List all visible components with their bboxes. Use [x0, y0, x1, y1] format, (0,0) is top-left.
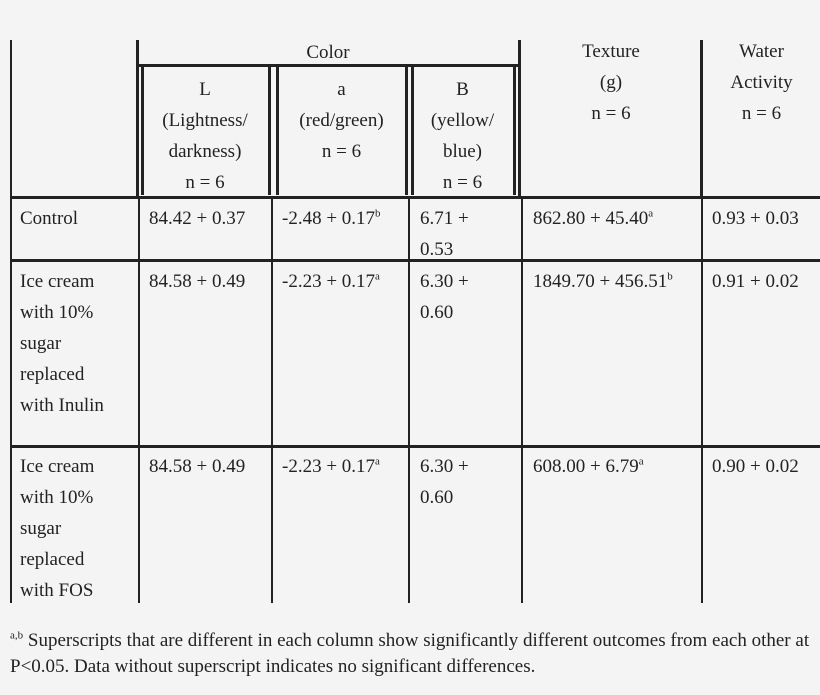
header-texture-line: Texture — [582, 41, 640, 62]
header-texture-line: n = 6 — [591, 103, 631, 124]
footnote-text: Superscripts that are different in each column show significantly different outcomes from each other at P<0.05. Data without superscript indicates no significant differences. — [10, 630, 810, 677]
row-label-line: with FOS — [20, 580, 94, 601]
superscript: b — [667, 270, 673, 283]
row-label-line: sugar — [20, 518, 62, 539]
rule — [408, 198, 410, 603]
header-b-line: blue) — [442, 141, 483, 162]
cell-a — [282, 203, 381, 234]
header-water — [703, 36, 820, 129]
header-l-line: (Lightness/ — [162, 110, 248, 131]
superscript: a — [648, 207, 654, 220]
cell-texture-value: 1849.70 + 456.51 — [533, 271, 668, 292]
rule — [10, 259, 820, 262]
cell-a — [282, 266, 380, 297]
cell-texture — [533, 451, 644, 482]
header-l-line: n = 6 — [185, 172, 225, 193]
header-l — [142, 74, 268, 198]
cell-b-line: 0.60 — [420, 487, 454, 508]
cell-b-line: 6.71 + — [420, 208, 469, 229]
row-label-line: replaced — [20, 364, 85, 385]
cell-texture — [533, 203, 653, 234]
cell-l: 84.42 + 0.37 — [149, 208, 246, 229]
row-label-line: Ice cream — [20, 271, 95, 292]
rule — [10, 198, 12, 603]
cell-b-line: 6.30 + — [420, 456, 469, 477]
rule — [521, 198, 523, 603]
cell-water: 0.93 + 0.03 — [712, 208, 799, 229]
rule — [513, 66, 516, 195]
superscript: a — [638, 455, 644, 468]
header-l-line: L — [199, 79, 211, 100]
cell-l: 84.58 + 0.49 — [149, 456, 246, 477]
cell-b-line: 0.60 — [420, 302, 454, 323]
header-water-line: Water — [739, 41, 784, 62]
header-water-line: n = 6 — [741, 103, 782, 124]
header-b — [412, 74, 513, 198]
row-label — [20, 266, 104, 421]
header-texture-line: (g) — [599, 72, 623, 93]
rule — [405, 66, 408, 195]
superscript: a — [375, 270, 380, 283]
row-label-line: Control — [20, 208, 79, 229]
cell-l: 84.58 + 0.49 — [149, 271, 246, 292]
rule — [271, 198, 273, 603]
cell-texture — [533, 266, 673, 297]
row-label-line: with Inulin — [20, 395, 104, 416]
header-b-line: B — [456, 79, 469, 100]
rule — [268, 66, 271, 195]
row-label-line: sugar — [20, 333, 62, 354]
cell-a-value: -2.48 + 0.17 — [282, 208, 376, 229]
header-a-line: (red/green) — [299, 110, 384, 131]
superscript: a — [375, 455, 380, 468]
superscript: b — [375, 207, 381, 220]
cell-a-value: -2.23 + 0.17 — [282, 456, 376, 477]
header-color: Color — [306, 42, 350, 63]
cell-water: 0.90 + 0.02 — [712, 456, 799, 477]
row-label — [20, 203, 78, 234]
cell-b — [420, 203, 469, 265]
cell-b — [420, 451, 469, 513]
cell-a-value: -2.23 + 0.17 — [282, 271, 376, 292]
cell-b-line: 6.30 + — [420, 271, 469, 292]
header-texture — [521, 36, 701, 129]
footnote-superscript: a,b — [10, 629, 24, 642]
rule — [138, 198, 140, 603]
header-b-line: (yellow/ — [430, 110, 495, 131]
row-label-line: replaced — [20, 549, 85, 570]
header-a-line: n = 6 — [321, 141, 362, 162]
rule — [10, 445, 820, 448]
cell-water: 0.91 + 0.02 — [712, 271, 799, 292]
cell-b-line: 0.53 — [420, 239, 454, 260]
cell-a — [282, 451, 380, 482]
header-water-line: Activity — [730, 72, 793, 93]
rule — [10, 40, 12, 198]
header-a — [278, 74, 405, 167]
header-b-line: n = 6 — [442, 172, 483, 193]
row-label-line: with 10% — [20, 302, 94, 323]
row-label-line: Ice cream — [20, 456, 95, 477]
footnote — [10, 628, 815, 680]
header-a-line: a — [337, 79, 346, 100]
rule — [701, 198, 703, 603]
cell-b — [420, 266, 469, 328]
header-l-line: darkness) — [168, 141, 242, 162]
row-label-line: with 10% — [20, 487, 94, 508]
row-label — [20, 451, 94, 606]
cell-texture-value: 862.80 + 45.40 — [533, 208, 649, 229]
cell-texture-value: 608.00 + 6.79 — [533, 456, 639, 477]
